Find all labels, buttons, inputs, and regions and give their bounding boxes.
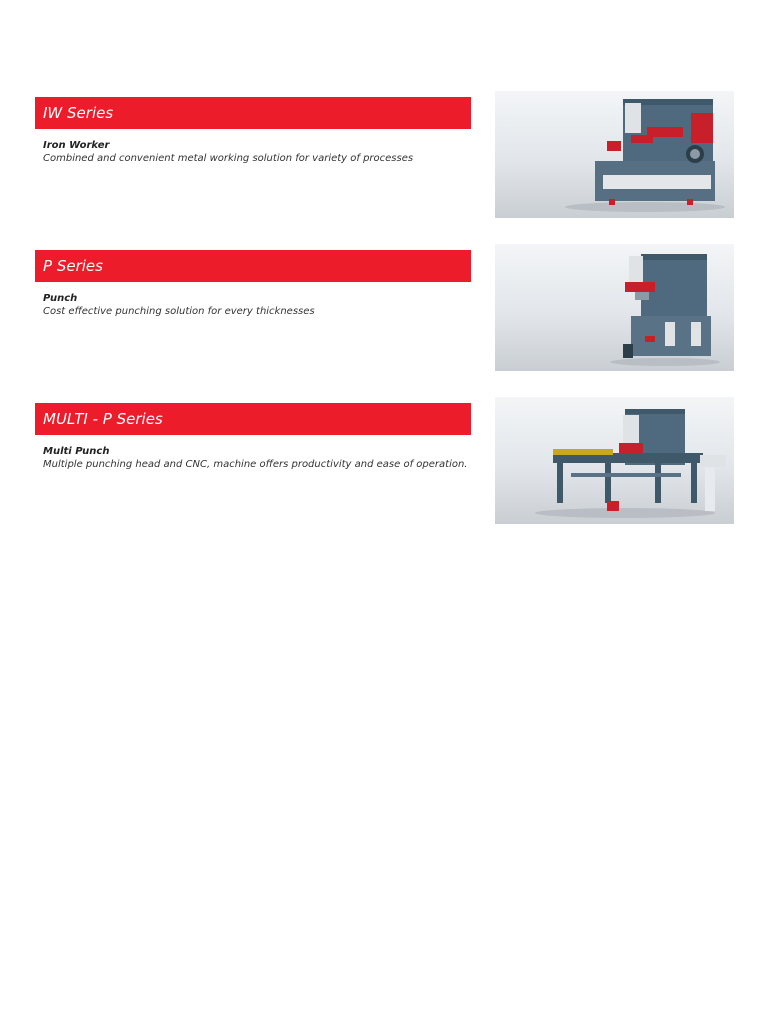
product-multi-p-series	[35, 397, 734, 524]
ironworker-machine-icon	[495, 91, 734, 218]
product-description: Combined and convenient metal working solution for variety of processes	[43, 153, 414, 164]
product-subtitle: Punch	[43, 293, 78, 304]
punch-machine-icon	[495, 244, 734, 371]
section-title-bar: IW Series	[35, 97, 471, 129]
product-description: Cost effective punching solution for every thicknesses	[43, 306, 315, 317]
section-title-bar: P Series	[35, 250, 471, 282]
product-iw-series	[35, 91, 734, 218]
product-description: Multiple punching head and CNC, machine offers productivity and ease of operation.	[43, 459, 468, 470]
section-title-bar: MULTI - P Series	[35, 403, 471, 435]
product-p-series	[35, 244, 734, 371]
multi-punch-machine-icon	[495, 397, 734, 524]
product-subtitle: Multi Punch	[43, 446, 110, 457]
product-subtitle: Iron Worker	[43, 140, 110, 151]
